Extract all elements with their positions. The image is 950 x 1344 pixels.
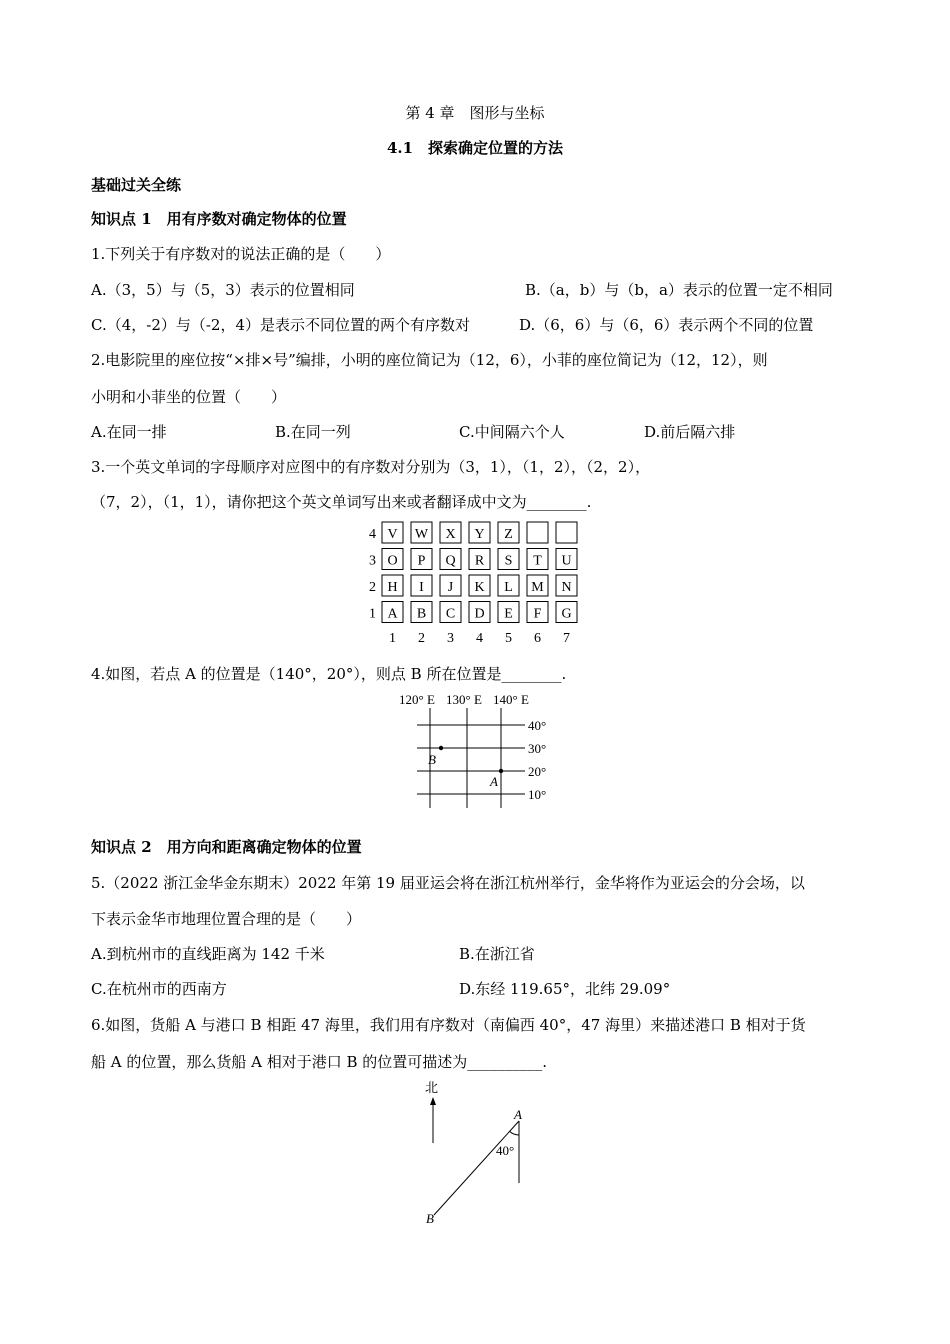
question-2-option-a: A.在同一排 <box>91 423 167 441</box>
lat-label-10: 10° <box>528 787 547 802</box>
grid-row-label: 3 <box>369 553 376 569</box>
grid-cell-letter: M <box>531 580 544 595</box>
grid-cell-letter: D <box>474 606 485 622</box>
grid-cell-letter: N <box>561 580 572 595</box>
grid-cell-letter: P <box>417 553 426 569</box>
knowledge-point-2-title: 知识点 2 用方向和距离确定物体的位置 <box>91 838 362 856</box>
question-5-option-d: D.东经 119.65°，北纬 29.09° <box>459 980 671 998</box>
grid-cell-letter: G <box>561 606 572 622</box>
grid-cell-letter: X <box>445 527 456 542</box>
grid-cell-letter: T <box>533 553 542 569</box>
grid-cell-letter: I <box>419 580 424 595</box>
question-3-stem-line-2: （7，2），（1，1），请你把这个英文单词写出来或者翻译成中文为________. <box>91 493 592 511</box>
practice-title: 基础过关全练 <box>91 176 182 194</box>
north-label: 北 <box>425 1080 439 1095</box>
question-1-option-b: B.（a，b）与（b，a）表示的位置一定不相同 <box>525 281 833 299</box>
question-5-stem-line-1: 5.（2022 浙江金华金东期末）2022 年第 19 届亚运会将在浙江杭州举行，金华将作为亚运会的分会场，以 <box>91 874 805 892</box>
angle-label: 40° <box>496 1143 515 1158</box>
grid-column-label: 2 <box>418 631 425 644</box>
grid-column-label: 1 <box>389 631 396 644</box>
grid-cell-letter: C <box>445 606 456 622</box>
chapter-title: 第 4 章 图形与坐标 <box>405 104 545 122</box>
grid-column-label: 7 <box>563 631 570 644</box>
grid-row-label: 1 <box>369 606 376 622</box>
question-4-stem: 4.如图，若点 A 的位置是（140°，20°），则点 B 所在位置是________. <box>91 665 567 683</box>
lat-label-30: 30° <box>528 741 547 756</box>
question-6-stem-line-2: 船 A 的位置，那么货船 A 相对于港口 B 的位置可描述为__________. <box>91 1053 548 1071</box>
grid-cell-letter: S <box>504 553 513 569</box>
point-b-dot <box>439 746 443 750</box>
grid-cell-letter: R <box>474 553 485 569</box>
segment-ab <box>434 1121 519 1215</box>
grid-cell-letter: F <box>533 606 542 622</box>
point-a-label: A <box>514 1107 522 1122</box>
question-1-option-d: D.（6，6）与（6，6）表示两个不同的位置 <box>519 316 814 334</box>
question-1-stem: 1.下列关于有序数对的说法正确的是（ ） <box>91 245 391 263</box>
grid-cell-letter: W <box>414 527 429 542</box>
grid-cell-letter: B <box>416 606 427 622</box>
grid-cell-box <box>556 522 577 543</box>
point-a-dot <box>499 769 503 773</box>
question-2-option-d: D.前后隔六排 <box>644 423 736 441</box>
section-title: 4.1 探索确定位置的方法 <box>386 139 564 157</box>
north-arrow-icon <box>430 1097 436 1105</box>
grid-row-label: 2 <box>369 580 376 595</box>
grid-cell-box <box>527 522 548 543</box>
lon-label-120: 120° E <box>399 692 435 707</box>
grid-column-label: 5 <box>505 631 512 644</box>
question-5-option-c: C.在杭州市的西南方 <box>91 980 227 998</box>
grid-cell-letter: H <box>387 580 398 595</box>
point-b-label: B <box>428 752 436 767</box>
grid-cell-letter: O <box>387 553 398 569</box>
lon-label-140: 140° E <box>493 692 529 707</box>
letter-grid-figure <box>365 519 585 644</box>
point-b-label: B <box>426 1211 434 1226</box>
bearing-figure <box>420 1075 540 1230</box>
grid-cell-letter: E <box>504 606 513 622</box>
question-1-option-c: C.（4，-2）与（-2，4）是表示不同位置的两个有序数对 <box>91 316 471 334</box>
question-2-stem-line-1: 2.电影院里的座位按“×排×号”编排，小明的座位简记为（12，6），小菲的座位简记为（12，12），则 <box>91 351 768 369</box>
question-3-stem-line-1: 3.一个英文单词的字母顺序对应图中的有序数对分别为（3，1），（1，2），（2，2）， <box>91 458 651 476</box>
lat-label-40: 40° <box>528 718 547 733</box>
grid-cell-letter: K <box>474 580 485 595</box>
question-2-option-c: C.中间隔六个人 <box>459 423 565 441</box>
grid-cell-letter: Q <box>445 553 456 569</box>
lon-label-130: 130° E <box>446 692 482 707</box>
grid-cell-letter: V <box>387 527 398 542</box>
question-5-option-a: A.到杭州市的直线距离为 142 千米 <box>91 945 325 963</box>
knowledge-point-1-title: 知识点 1 用有序数对确定物体的位置 <box>91 210 347 228</box>
point-a-label: A <box>490 774 498 789</box>
question-1-option-a: A.（3，5）与（5，3）表示的位置相同 <box>91 281 355 299</box>
grid-cell-letter: Z <box>504 527 513 542</box>
question-2-option-b: B.在同一列 <box>275 423 351 441</box>
question-2-stem-line-2: 小明和小菲坐的位置（ ） <box>91 388 287 406</box>
question-5-stem-line-2: 下表示金华市地理位置合理的是（ ） <box>91 910 362 928</box>
grid-column-label: 4 <box>476 631 483 644</box>
grid-cell-letter: L <box>504 580 513 595</box>
grid-row-label: 4 <box>369 527 376 542</box>
lat-label-20: 20° <box>528 764 547 779</box>
question-5-option-b: B.在浙江省 <box>459 945 535 963</box>
question-6-stem-line-1: 6.如图，货船 A 与港口 B 相距 47 海里，我们用有序数对（南偏西 40°，47 海里）来描述港口 B 相对于货 <box>91 1016 806 1034</box>
grid-cell-letter: U <box>561 553 572 569</box>
grid-cell-letter: A <box>387 606 398 622</box>
grid-cell-letter: J <box>447 580 454 595</box>
latitude-longitude-figure <box>395 688 565 813</box>
grid-column-label: 3 <box>447 631 454 644</box>
angle-arc <box>510 1131 519 1135</box>
grid-column-label: 6 <box>534 631 541 644</box>
grid-cell-letter: Y <box>474 527 485 542</box>
